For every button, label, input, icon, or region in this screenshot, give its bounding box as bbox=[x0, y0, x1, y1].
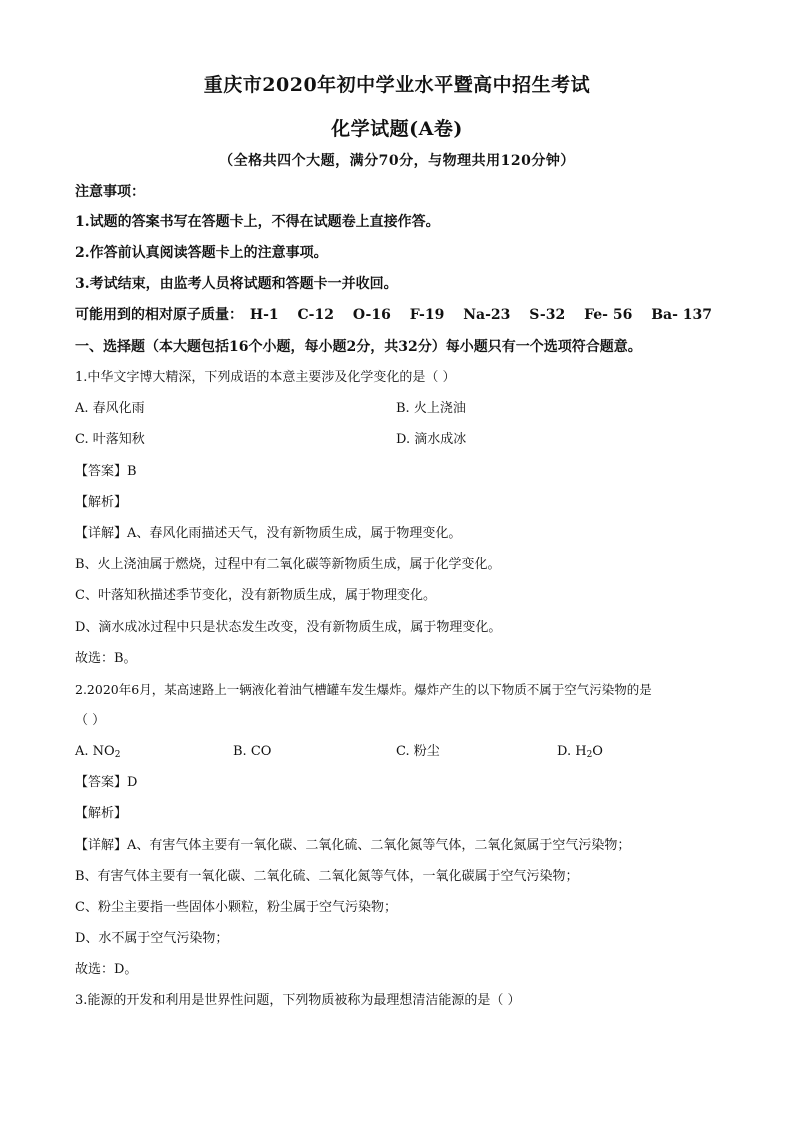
question-stem: 2.2020年6月，某高速路上一辆液化着油气槽罐车发生爆炸。爆炸产生的以下物质不属于空气污染物的是 bbox=[75, 682, 652, 697]
option-b: B. CO bbox=[233, 744, 272, 759]
question-stem-cont: （ ） bbox=[75, 713, 106, 728]
analysis-detail: 【详解】A、春风化雨描述天气，没有新物质生成，属于物理变化。 bbox=[75, 526, 462, 541]
option-a-text: A. NO bbox=[75, 744, 115, 759]
answer-label: 【答案】D bbox=[75, 775, 138, 790]
analysis-detail: B、有害气体主要有一氧化碳、二氧化硫、二氧化氮等气体，一氧化碳属于空气污染物； bbox=[75, 869, 579, 884]
subscript: 2 bbox=[586, 750, 593, 760]
option-d bbox=[557, 742, 603, 765]
analysis-detail: C、叶落知秋描述季节变化，没有新物质生成，属于物理变化。 bbox=[75, 588, 436, 603]
atomic-mass-label: 可能用到的相对原子质量： bbox=[75, 307, 243, 323]
option-c: C. 叶落知秋 bbox=[75, 432, 145, 447]
option-a bbox=[75, 742, 120, 765]
exam-title: 重庆市2020年初中学业水平暨高中招生考试 bbox=[203, 74, 591, 96]
atomic-mass-value: O-16 bbox=[352, 307, 391, 323]
notice-heading: 注意事项： bbox=[75, 184, 145, 200]
atomic-mass-value: Fe- 56 bbox=[584, 307, 633, 323]
option-c: C. 粉尘 bbox=[396, 744, 440, 759]
analysis-detail: D、滴水成冰过程中只是状态发生改变，没有新物质生成，属于物理变化。 bbox=[75, 620, 502, 635]
analysis-label: 【解析】 bbox=[75, 806, 128, 821]
exam-note: （全格共四个大题，满分70分，与物理共用120分钟） bbox=[219, 153, 575, 169]
atomic-mass-value: F-19 bbox=[409, 307, 445, 323]
option-b: B. 火上浇油 bbox=[396, 401, 466, 416]
answer-label: 【答案】B bbox=[75, 464, 137, 479]
analysis-detail: 故选：D。 bbox=[75, 962, 138, 977]
option-d: D. 滴水成冰 bbox=[396, 432, 467, 447]
analysis-detail: 故选：B。 bbox=[75, 651, 137, 666]
option-d-suffix: O bbox=[592, 744, 603, 759]
analysis-detail: B、火上浇油属于燃烧，过程中有二氧化碳等新物质生成，属于化学变化。 bbox=[75, 557, 501, 572]
question-stem: 1.中华文字博大精深，下列成语的本意主要涉及化学变化的是（ ） bbox=[75, 370, 456, 385]
atomic-mass-value: Ba- 137 bbox=[651, 307, 712, 323]
analysis-detail: C、粉尘主要指一些固体小颗粒，粉尘属于空气污染物； bbox=[75, 900, 397, 915]
atomic-mass-value: H-1 bbox=[249, 307, 279, 323]
notice-item: 3.考试结束，由监考人员将试题和答题卡一并收回。 bbox=[75, 276, 398, 292]
option-d-text: D. H bbox=[557, 744, 587, 759]
section-heading: 一、选择题（本大题包括16个小题，每小题2分，共32分）每小题只有一个选项符合题意。 bbox=[75, 339, 642, 355]
atomic-mass-value: S-32 bbox=[529, 307, 566, 323]
analysis-detail: 【详解】A、有害气体主要有一氧化碳、二氧化硫、二氧化氮等气体，二氧化氮属于空气污染物； bbox=[75, 838, 631, 853]
question-stem: 3.能源的开发和利用是世界性问题，下列物质被称为最理想清洁能源的是（ ） bbox=[75, 993, 521, 1008]
atomic-mass-line bbox=[75, 305, 726, 325]
option-a: A. 春风化雨 bbox=[75, 401, 145, 416]
exam-subtitle: 化学试题(A卷) bbox=[331, 118, 463, 140]
atomic-mass-value: Na-23 bbox=[463, 307, 511, 323]
notice-item: 2.作答前认真阅读答题卡上的注意事项。 bbox=[75, 245, 328, 261]
analysis-label: 【解析】 bbox=[75, 495, 128, 510]
analysis-detail: D、水不属于空气污染物； bbox=[75, 931, 229, 946]
subscript: 2 bbox=[114, 750, 121, 760]
notice-item: 1.试题的答案书写在答题卡上，不得在试题卷上直接作答。 bbox=[75, 214, 440, 230]
atomic-mass-value: C-12 bbox=[297, 307, 334, 323]
